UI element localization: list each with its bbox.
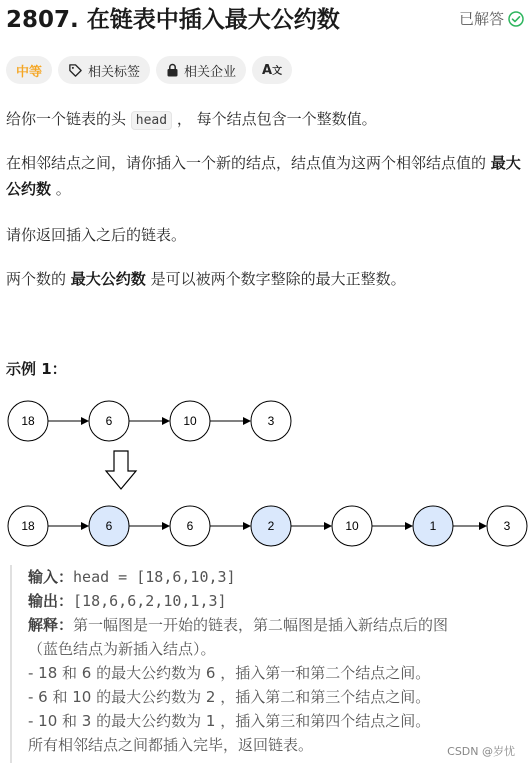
example-output-line [28,589,525,613]
linked-list-diagram [0,395,529,555]
p2-text-before: 在相邻结点之间，请你插入一个新的结点，结点值为这两个相邻结点值的 [6,154,491,172]
after-node-label-5: 10 [345,519,359,533]
font-toggle-button[interactable] [252,56,292,84]
watermark: CSDN @岁忧 [447,745,515,758]
translate-icon: A文 [262,63,283,78]
head-code: head [131,111,172,130]
after-node-label-2: 6 [105,519,113,533]
before-node-label-2: 6 [105,414,113,428]
tag-icon [68,63,83,78]
input-label: 输入： [28,568,74,586]
example-title: 示例 1： [6,360,67,378]
original-list [8,401,291,441]
before-node-label-4: 3 [267,414,275,428]
down-arrow-icon [106,451,136,489]
example-input-line [28,565,525,589]
check-circle-icon [508,11,524,27]
example-block [10,565,525,763]
example-explain-line-2: （蓝色结点为新插入结点）。 [28,640,216,658]
lock-icon [166,63,179,77]
difficulty-label: 中等 [16,64,43,80]
example-explain-line-3: - 18 和 6 的最大公约数为 6 ，插入第一和第二个结点之间。 [28,664,431,682]
solved-status [459,8,524,30]
example-explain-line-1 [28,613,525,637]
output-value: [18,6,6,2,10,1,3] [73,592,227,610]
input-value: head = [18,6,10,3] [73,568,236,586]
p2-text-after: 。 [51,180,71,198]
solved-label: 已解答 [458,10,504,28]
result-list [8,506,527,546]
p4-text-after: 是可以被两个数字整除的最大正整数。 [145,270,406,288]
example-explain-line-6: 所有相邻结点之间都插入完毕，返回链表。 [28,736,314,754]
tag-bar [6,56,292,84]
explain-text-1: 第一幅图是一开始的链表，第二幅图是插入新结点后的图 [73,616,449,634]
after-node-label-3: 6 [186,519,194,533]
before-node-label-3: 10 [183,414,197,428]
after-node-label-1: 18 [21,519,35,533]
companies-tag-button[interactable] [156,56,246,84]
after-node-label-7: 3 [503,519,511,533]
p3-text: 请你返回插入之后的链表。 [6,226,187,244]
explain-label: 解释： [28,616,74,634]
description-paragraph-4 [6,266,521,292]
example-explain-line-5: - 10 和 3 的最大公约数为 1 ，插入第三和第四个结点之间。 [28,712,431,730]
difficulty-badge[interactable] [6,56,52,84]
p4-text-before: 两个数的 [6,270,71,288]
after-node-label-4: 2 [267,519,275,533]
topics-label: 相关标签 [88,64,141,80]
description-paragraph-1 [6,106,521,134]
after-node-label-6: 1 [429,519,437,533]
companies-label: 相关企业 [184,64,237,80]
p2-bold-term: 最大公约数 [6,154,521,198]
p4-bold-term: 最大公约数 [70,270,146,288]
output-label: 输出： [28,592,74,610]
p1-text-after: ， 每个结点包含一个整数值。 [172,110,377,128]
title-row [6,2,524,38]
page-title: 2807. 在链表中插入最大公约数 [6,7,340,33]
p1-text-before: 给你一个链表的头 [6,110,131,128]
example-explain-line-4: - 6 和 10 的最大公约数为 2 ，插入第二和第三个结点之间。 [28,688,431,706]
before-node-label-1: 18 [21,414,35,428]
topics-tag-button[interactable] [58,56,150,84]
description-paragraph-2 [6,150,521,202]
description-paragraph-3 [6,222,521,248]
